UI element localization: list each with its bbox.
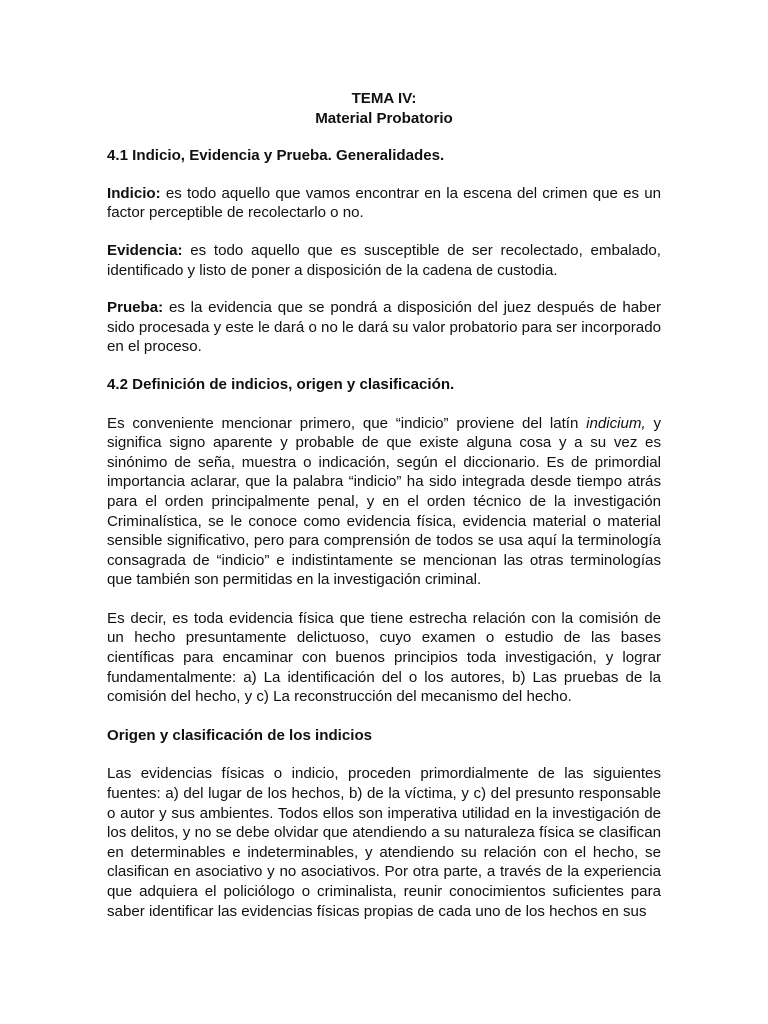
definition-text: es todo aquello que vamos encontrar en la escena del crimen que es un factor perceptible de recolectarlo o no. <box>107 184 661 222</box>
page-title: TEMA IV: <box>351 90 417 107</box>
definition-text: es todo aquello que es susceptible de ser recolectado, embalado, identificado y listo de poner a disposición de la cadena de custodia. <box>107 241 661 279</box>
definition-prueba <box>107 298 661 357</box>
section-heading-origen: Origen y clasificación de los indicios <box>107 726 373 744</box>
definition-term: Prueba: <box>107 299 164 317</box>
section-heading-4-1: 4.1 Indicio, Evidencia y Prueba. Generalidades. <box>107 147 445 165</box>
definition-evidencia <box>107 241 661 280</box>
paragraph-text: Es conveniente mencionar primero, que “indicio” proviene del latín <box>107 414 587 432</box>
paragraph-indicio-definition <box>107 414 661 590</box>
definition-text: es la evidencia que se pondrá a disposición del juez después de haber sido procesada y este le dará o no le dará su valor probatorio para ser incorporado en el proceso. <box>107 299 661 356</box>
definition-term: Indicio: <box>107 184 161 202</box>
paragraph-text: y significa signo aparente y probable de que existe alguna cosa y a su vez es sinónimo de seña, muestra o indicación, según el diccionario. Es de primordial importancia aclarar, que la palabra “indicio” ha sido integrada desde tiempo atrás para el orden principalmente penal, y en el orden técnico de la investigación Criminalística, se le conoce como evidencia física, evidencia material o material sensible significativo, pero para comprensión de todos se usa aquí la terminología consagrada de “indicio” e indistintamente se mencionan las otras terminologías que también son permitidas en la investigación criminal. <box>107 414 661 589</box>
section-heading-4-2: 4.2 Definición de indicios, origen y clasificación. <box>107 375 455 393</box>
paragraph-origen: Las evidencias físicas o indicio, proceden primordialmente de las siguientes fuentes: a) del lugar de los hechos, b) de la víctima, y c) del presunto responsable o autor y sus ambientes. Todos ellos son imperativa utilidad en la investigación de los delitos, y no se debe olvidar que atendiendo a su naturaleza física se clasifican en determinables e indeterminables, y atendiendo su relación con el hecho, se clasifican en asociativo y no asociativos. Por otra parte, a través de la experiencia que adquiera el policiólogo o criminalista, reunir conocimientos suficientes para saber identificar las evidencias físicas propias de cada uno de los hechos en sus <box>107 765 661 920</box>
definition-indicio <box>107 184 661 223</box>
paragraph-evidencia-fisica: Es decir, es toda evidencia física que tiene estrecha relación con la comisión de un hecho presuntamente delictuoso, cuyo examen o estudio de las bases científicas para encaminar con buenos principios toda investigación, y lograr fundamentalmente: a) La identificación del o los autores, b) Las pruebas de la comisión del hecho, y c) La reconstrucción del mecanismo del hecho. <box>107 609 661 706</box>
definition-term: Evidencia: <box>107 241 183 259</box>
page-content <box>107 89 661 921</box>
page-subtitle: Material Probatorio <box>315 109 453 127</box>
latin-term: indicium, <box>586 414 646 432</box>
